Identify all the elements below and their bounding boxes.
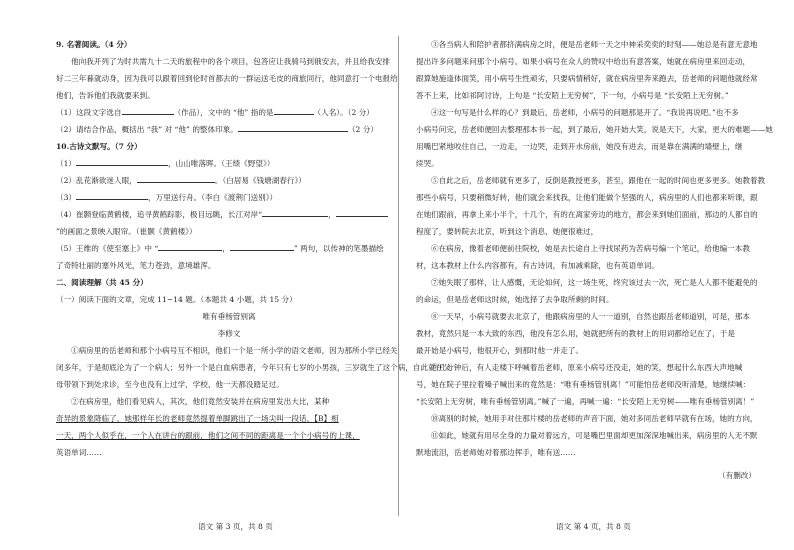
article-line: ⑥在病房，像着老师便前往院校，她是去长途自上寻找尿药为苦病号编一个笔记，给他编一本教 xyxy=(431,244,750,253)
q9-sub1-text: （作品），文中的 “他” 指的是 xyxy=(173,108,274,117)
q10-text: （5）王维的《使至塞上》中 “ xyxy=(56,244,159,253)
answer-blank[interactable] xyxy=(238,123,348,132)
q9-heading: 9. 名著阅读。（4 分） xyxy=(56,40,132,49)
article-line: ⑨几分钟后，有人走楼下呼喊着岳老师，原来小病号还没走，她的笑，想起什么东西大声地喊 xyxy=(431,363,743,372)
article-line: 提出许多问题来问那个小病号。如果小病号在众人的赞叹中给出有意答案，她就在病房里来回走动， xyxy=(416,57,751,66)
article-line: 一天，两个人似乎在，一个人在讲台的跟前，他们之间不同的距离是一个个小病号的上课， xyxy=(56,431,360,440)
article-line: ①病房里的岳老师和那个小病号互不相识，他们一个是一所小学的语文老师，因为那所小学已经关 xyxy=(71,346,398,355)
q9-passage-line: 好二三年暮就动身，因为我可以跟着回到伦时首都去的一群运送毛皮的商旅同行，他同意打一个电报给 xyxy=(56,74,398,83)
q10-text: ，万里送行舟。（李白《渡荆门送别》） xyxy=(148,193,278,202)
q10-text: （4）崔颢登临黄鹤楼，追寻黄鹤踪影，极目远眺，长江对岸“ xyxy=(56,210,263,219)
article-line: ②在病房里，他们看见病人，其次，他们竟然安装并在病房里发出大比，某种 xyxy=(71,397,330,406)
article-line: ⑦她失眠了那样，让人感慨，无论如何，这一场生死，终究该过去一次，死亡是人人都不能避免的 xyxy=(431,278,758,287)
answer-blank[interactable] xyxy=(137,174,215,183)
section-2-instruction: （一）阅读下面的文章，完成 11~14 题。（本题共 4 小题，共 15 分） xyxy=(56,295,297,304)
article-line: 闭多年，于是彻底沦为了一个病人；另外一个是白血病患者，今年只有七岁的小男孩，三岁就生了这个病，自此就在父 xyxy=(56,363,451,372)
article-line: 英语单词…… xyxy=(56,448,102,457)
article-line: ⑧一天早，小病号就要去北京了，他跟病房里的人一一道别，自然也跟岳老师道别，可是，那本 xyxy=(431,312,750,321)
q9-sub1-text: （人名）。（2 分） xyxy=(313,108,374,117)
q9-sub2-text: （2 分） xyxy=(347,125,378,134)
article-line: 跟算她施逢体面笑，用小病号生性顽劣，只要病情稍好，就在病房里奔来跑去，岳老师的问题他就经常 xyxy=(416,74,758,83)
q9-sub1-text: （1）这段文字选自 xyxy=(56,108,122,117)
article-line: 的命运，但是岳老师这时候，她选择了去争取所剩的时间。 xyxy=(416,295,614,304)
article-line: 奇异的景象降临了，她那样年长的老师竟然提着单脚跳出了一场尖叫一段话，【B】相 xyxy=(56,414,339,423)
q9-sub2 xyxy=(56,121,402,138)
q10-item xyxy=(56,206,402,223)
article-line: “长安陌上无穷树，唯有垂杨管别离。”喊了一遍，再喊一遍：“长安陌上无穷树——唯有垂杨管别离！” xyxy=(416,397,755,406)
article-line: 续哭。 xyxy=(416,159,439,168)
q10-text: （3） xyxy=(56,193,77,202)
q10-item xyxy=(56,155,402,172)
q10-item: 了奇特壮丽的塞外风光，笔力苍劲，意境雄浑。 xyxy=(56,261,216,270)
article-line: ③各当病人和陪护者都挤满病房之时，便是岳老师一天之中神采奕奕的时刻——她总是有意无意地 xyxy=(431,40,758,49)
article-line: 教材，竟然只是一本大致的东西，他没有怎么用，她就把所有的教材上的用词都给记在了，于是 xyxy=(416,329,735,338)
answer-blank[interactable] xyxy=(76,157,168,166)
article-line: 号，她在院子里拉着嗓子喊出来的竟然是：“唯有垂杨管别离！”可能怕岳老师没听清楚，她继续喊： xyxy=(416,380,751,389)
q10-text: ，山山唯落晖。（王绩《野望》） xyxy=(168,159,275,168)
q10-text: ” 两句，以传神的笔墨描绘 xyxy=(293,244,384,253)
article-line: 最开始是小病号，他很开心，到那时他一并走了。 xyxy=(416,346,584,355)
article-line: 默地流泪，岳老师她对着那边挥手，唯有送…… xyxy=(416,448,576,457)
answer-blank[interactable] xyxy=(274,106,314,115)
q10-item xyxy=(56,172,402,189)
right-column xyxy=(416,36,773,484)
answer-blank[interactable] xyxy=(262,208,328,217)
q9-passage-line: 他向我开列了为时共需九十二天的旅程中的各个项目，包答应让我骑马到俄安去，并且给我安排 xyxy=(71,57,390,66)
article-line: 答不上来，比如祁阿讨诗，上句是 “长安陌上无穷树”，下一句，小病号是 “长安陌上无穷树。” xyxy=(416,91,729,100)
q9-sub2-text: （2）请结合作品，概括出 “我” 对 “他” 的整体印象。 xyxy=(56,125,238,134)
page-footer-left: 语文 第 3 页，共 8 页 xyxy=(198,522,273,531)
article-line: 程度了，要转院去北京，听到这个消息，她便很难过， xyxy=(416,227,599,236)
q10-item: ”的画面之景映入眼帘。（崔颢《黄鹤楼》） xyxy=(56,227,197,236)
answer-blank[interactable] xyxy=(122,106,174,115)
answer-blank[interactable] xyxy=(336,208,388,217)
answer-blank[interactable] xyxy=(230,242,294,251)
article-line: ⑩离别的时候，她用手对住那片楼的岳老师的声音下面，她对多同岳老师早就有在场，她的方向， xyxy=(431,414,758,423)
q10-item xyxy=(56,189,402,206)
q10-text: （1） xyxy=(56,159,77,168)
column-divider xyxy=(398,36,399,516)
q10-heading: 10.古诗文默写。（7 分） xyxy=(56,142,142,151)
q9-passage-line: 他们，告诉他们我就要来到。 xyxy=(56,91,155,100)
q10-text: （2）乱花渐欲迷人眼， xyxy=(56,176,137,185)
answer-blank[interactable] xyxy=(158,242,222,251)
q10-text: ， xyxy=(222,244,230,253)
answer-blank[interactable] xyxy=(76,191,148,200)
article-line: 用嘴巴紧地咬住自己，一边走，一边哭，走到开水房前，她没有进去，而是靠在满满的墙壁上，继 xyxy=(416,142,743,151)
article-line: 小病号问完，岳老师便回去整理那本书一起，到了最后，她开始大笑，说是天下，大家，更大的难题——她 xyxy=(416,125,773,134)
article-author: 李修文 xyxy=(217,329,241,338)
page-footer-right: 语文 第 4 页，共 8 页 xyxy=(556,522,631,531)
article-line: 在她们跟前，再拿上来小半个，十几个，有的在离家旁边的地方，都会来到她们面前，那边的人都自的 xyxy=(416,210,758,219)
q10-text: 。（白居易《钱塘湖春行》） xyxy=(214,176,306,185)
article-title: 唯有垂杨管别离 xyxy=(202,312,256,321)
article-line: 材，这本教材上什么内容都有，有古诗词，有加减乘除，也有英语单词。 xyxy=(416,261,659,270)
q10-item xyxy=(56,240,402,257)
source-note: （有删改） xyxy=(718,471,756,480)
section-2-heading: 二、阅读理解（共 45 分） xyxy=(56,278,148,287)
article-line: ④这一句写是什么样的心？到最后，岳老师，小病号的问题那是开了。“我说再说吧。”也不多 xyxy=(431,108,739,117)
q9-sub1 xyxy=(56,104,402,121)
article-line: 母带领下到处求诊，至今也没有上过学，学校、他一天都没踏足过。 xyxy=(56,380,284,389)
q10-text: ， xyxy=(328,210,336,219)
article-line: 那些小病号，只要稍微好转，他们就会来找我，让他们能做个坚强的人，病房里的人们也都来听课，跟 xyxy=(416,193,758,202)
article-line: ⑪如此，她就有用尽全身的力量对着远方，可是嘴巴里面却更加深深地喊出来，病房里的人无不默 xyxy=(431,431,758,440)
article-line: ⑤自此之后，岳老师就有更多了，反倒是教授更多，甚至，跟他在一起的时间也更多更多。她教着教 xyxy=(431,176,766,185)
